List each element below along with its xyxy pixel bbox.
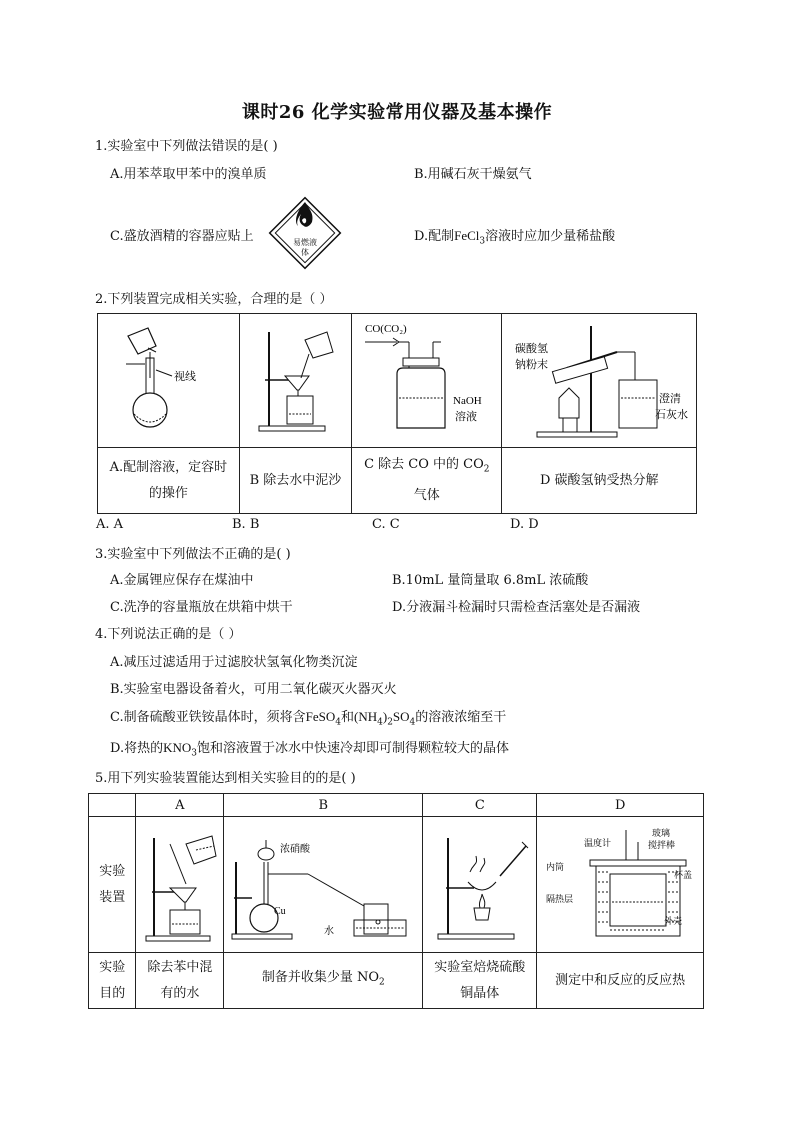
q5-purpose-d: 测定中和反应的反应热 bbox=[537, 953, 704, 1009]
q1-stem: 1.实验室中下列做法错误的是( ) bbox=[95, 139, 278, 154]
q1-option-c: C.盛放酒精的容器应贴上 bbox=[110, 229, 254, 244]
page-title: 课时26 化学实验常用仪器及基本操作 bbox=[241, 102, 553, 123]
svg-text:易燃液: 易燃液 bbox=[293, 238, 317, 247]
q5-d-glass-label-1: 玻璃 bbox=[652, 829, 671, 839]
q1-option-b: B.用碱石灰干燥氨气 bbox=[414, 167, 532, 182]
q5-figure-a bbox=[136, 817, 224, 953]
q2-choice-b: B. B bbox=[232, 517, 260, 532]
q2-caption-a: A.配制溶液，定容时 的操作 bbox=[98, 448, 240, 514]
q5-header-c: C bbox=[423, 794, 537, 817]
q2-c-naoh-label: NaOH bbox=[452, 395, 482, 407]
q3-option-a: A.金属锂应保存在煤油中 bbox=[110, 573, 254, 588]
q1-option-a: A.用苯萃取甲苯中的溴单质 bbox=[110, 167, 267, 182]
q5-purpose-a: 除去苯中混 有的水 bbox=[136, 953, 224, 1009]
q2-apparatus-table bbox=[97, 313, 697, 514]
q2-a-sightline-label: 视线 bbox=[174, 370, 197, 383]
svg-text:体: 体 bbox=[301, 248, 309, 257]
q4-option-b: B.实验室电器设备着火，可用二氧化碳灭火器灭火 bbox=[110, 682, 397, 697]
q1-option-d: D.配制FeCl$_3$溶液时应加少量稀盐酸 bbox=[414, 228, 616, 247]
q4-option-c: C.制备硫酸亚铁铵晶体时，须将含FeSO$_4$和$(NH_4)_2SO_4$的溶液浓缩至干 bbox=[110, 709, 507, 728]
q5-corner-cell bbox=[89, 794, 136, 817]
q2-c-gas-label: CO(CO₂) bbox=[364, 323, 407, 335]
q5-apparatus-table bbox=[88, 793, 704, 1009]
q4-option-a: A.减压过滤适用于过滤胶状氢氧化物类沉淀 bbox=[110, 655, 358, 670]
q2-choice-c: C. C bbox=[372, 517, 400, 532]
q5-header-a: A bbox=[136, 794, 224, 817]
q2-figure-a bbox=[98, 314, 240, 448]
q5-d-shell-label: 外壳 bbox=[664, 917, 683, 927]
q3-option-b: B.10mL 量筒量取 6.8mL 浓硫酸 bbox=[392, 573, 589, 588]
q5-b-water-label: 水 bbox=[324, 926, 335, 937]
q5-d-glass-label-2: 搅拌棒 bbox=[648, 841, 676, 851]
q2-caption-b: B 除去水中泥沙 bbox=[239, 448, 351, 514]
q3-option-c: C.洗净的容量瓶放在烘箱中烘干 bbox=[110, 600, 293, 615]
q5-figure-b bbox=[224, 817, 423, 953]
q2-figure-c bbox=[352, 314, 502, 448]
q5-purpose-c: 实验室焙烧硫酸 铜晶体 bbox=[423, 953, 537, 1009]
q2-c-solution-label: 溶液 bbox=[454, 410, 477, 423]
q2-d-lime-label-2: 石灰水 bbox=[654, 408, 688, 421]
q2-choice-a: A. A bbox=[96, 517, 124, 532]
q5-header-b: B bbox=[224, 794, 423, 817]
q5-stem: 5.用下列实验装置能达到相关实验目的的是( ) bbox=[95, 771, 356, 786]
q5-d-insulation-label: 隔热层 bbox=[546, 895, 574, 905]
q5-b-copper-label: Cu bbox=[274, 906, 286, 917]
q2-caption-d: D 碳酸氢钠受热分解 bbox=[502, 448, 697, 514]
q3-stem: 3.实验室中下列做法不正确的是( ) bbox=[95, 547, 291, 562]
q5-d-lid-label: 杯盖 bbox=[674, 871, 693, 881]
q5-header-d: D bbox=[537, 794, 704, 817]
q5-figure-d bbox=[537, 817, 704, 953]
q2-d-lime-label-1: 澄清 bbox=[658, 392, 681, 405]
q4-stem: 4.下列说法正确的是（ ） bbox=[95, 627, 242, 642]
q2-figure-d bbox=[502, 314, 697, 448]
q5-d-inner-label: 内筒 bbox=[546, 863, 565, 873]
q5-row-label-purpose: 实验 目的 bbox=[89, 953, 136, 1009]
q2-d-powder-label-1: 碳酸氢 bbox=[514, 342, 548, 355]
q2-choice-d: D. D bbox=[510, 517, 539, 532]
q4-option-d: D.将热的$KNO_3$饱和溶液置于冰水中快速冷却即可制得颗粒较大的晶体 bbox=[110, 740, 510, 759]
q2-stem: 2.下列装置完成相关实验，合理的是（ ） bbox=[95, 292, 333, 307]
q2-figure-b bbox=[239, 314, 351, 448]
q5-figure-c bbox=[423, 817, 537, 953]
flammable-liquid-sign bbox=[262, 190, 348, 276]
q2-d-powder-label-2: 钠粉末 bbox=[514, 358, 548, 371]
q3-option-d: D.分液漏斗检漏时只需检查活塞处是否漏液 bbox=[392, 600, 641, 615]
q5-d-thermometer-label: 温度计 bbox=[584, 839, 612, 849]
q5-purpose-b: 制备并收集少量 $NO_2$ bbox=[224, 953, 423, 1009]
q2-caption-c: C 除去 CO 中的 $CO_2$ 气体 bbox=[352, 448, 502, 514]
q5-row-label-apparatus: 实验 装置 bbox=[89, 817, 136, 953]
q5-b-acid-label: 浓硝酸 bbox=[280, 844, 311, 855]
